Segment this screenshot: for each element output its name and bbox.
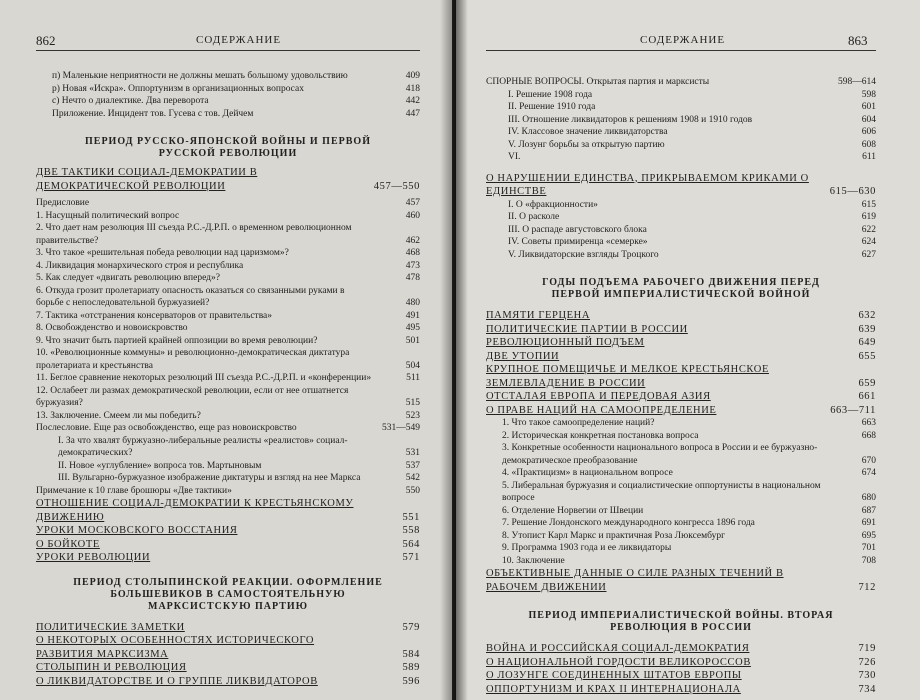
toc-entry-title: 13. Заключение. Смеем ли мы победить? — [36, 410, 201, 421]
toc-entry-title: ПАМЯТИ ГЕРЦЕНА — [486, 310, 591, 321]
left-sub-entries — [36, 435, 420, 485]
right-running-head: СОДЕРЖАНИЕ — [640, 34, 726, 46]
toc-entry — [36, 322, 420, 335]
toc-entry — [486, 467, 876, 480]
toc-entry-page: 611 — [862, 152, 876, 162]
toc-entry-title: 2. Историческая конкретная постановка вопроса — [502, 430, 699, 441]
toc-entry — [36, 83, 420, 96]
toc-entry-title: ПОЛИТИЧЕСКИЕ ПАРТИИ В РОССИИ — [486, 323, 688, 335]
toc-entry-page: 418 — [405, 83, 420, 94]
toc-entry-page: 674 — [861, 468, 876, 478]
toc-entry — [36, 272, 420, 285]
right-toc — [486, 76, 876, 696]
toc-entry — [486, 309, 876, 323]
toc-entry-title: О ЛИКВИДАТОРСТВЕ И О ГРУППЕ ЛИКВИДАТОРОВ — [36, 675, 318, 687]
toc-entry-title: 5. Как следует «двигать революцию вперед»? — [36, 273, 220, 283]
toc-entry-page: 734 — [858, 683, 876, 695]
toc-entry — [486, 101, 876, 114]
toc-entry-page: 558 — [402, 525, 420, 536]
toc-entry-page: 663 — [861, 418, 876, 428]
toc-entry-page: 663—711 — [830, 404, 876, 416]
toc-entry-page: 670 — [861, 455, 876, 466]
toc-entry-page: 632 — [858, 310, 876, 321]
toc-entry — [486, 151, 876, 164]
toc-entry — [36, 524, 420, 538]
toc-entry — [36, 70, 420, 83]
toc-entry-title: III. Вульгарно-буржуазное изображение диктатуры и взгляд на нее Маркса — [58, 473, 361, 483]
toc-entry-page: 537 — [405, 460, 420, 471]
toc-entry — [36, 661, 420, 675]
toc-entry-page: 622 — [861, 224, 876, 235]
toc-entry-title: п) Маленькие неприятности не должны мешать большому удовольствию — [52, 71, 348, 81]
toc-entry-title: ДВЕ УТОПИИ — [486, 350, 560, 362]
toc-entry-page: 468 — [405, 248, 420, 258]
toc-entry-page: 624 — [861, 237, 876, 247]
toc-entry — [36, 472, 420, 485]
left-main-entry-1: ДВЕ ТАКТИКИ СОЦИАЛ-ДЕМОКРАТИИ В ДЕМОКРАТИЧЕСКОЙ РЕВОЛЮЦИИ 457—550 — [36, 167, 420, 192]
toc-entry-title: I. Решение 1908 года — [508, 89, 593, 100]
toc-entry — [486, 249, 876, 262]
toc-entry-page: 608 — [861, 139, 876, 150]
toc-entry — [36, 422, 420, 435]
toc-entry-page: 504 — [405, 360, 420, 371]
right-entries-3 — [486, 309, 876, 417]
toc-entry-page: 691 — [861, 518, 876, 528]
toc-entry-page: 409 — [405, 71, 420, 81]
toc-entry-page: 460 — [405, 210, 420, 221]
toc-entry-page: 584 — [402, 648, 420, 660]
toc-entry — [36, 247, 420, 260]
toc-entry — [486, 363, 876, 390]
toc-entry-page: 589 — [402, 662, 420, 673]
toc-entry-page: 668 — [861, 430, 876, 441]
toc-entry-page: 615 — [861, 199, 876, 210]
toc-entry-page: 447 — [405, 108, 420, 119]
right-page-number: 863 — [848, 33, 868, 48]
toc-entry — [36, 621, 420, 635]
toc-entry — [36, 222, 420, 247]
toc-entry — [486, 126, 876, 139]
toc-entry-page: 619 — [861, 212, 876, 222]
toc-entry — [486, 430, 876, 443]
toc-entry-page: 491 — [405, 310, 420, 321]
toc-entry-page: 457 — [405, 198, 420, 208]
right-main-entry-2: О НАРУШЕНИИ ЕДИНСТВА, ПРИКРЫВАЕМОМ КРИКАМИ О ЕДИНСТВЕ 615—630 — [486, 172, 876, 197]
toc-entry-page: 579 — [402, 621, 420, 633]
toc-entry — [486, 89, 876, 102]
toc-entry — [486, 211, 876, 224]
toc-entry-title: III. Отношение ликвидаторов к решениям 1908 и 1910 годов — [508, 114, 753, 125]
toc-entry — [486, 417, 876, 430]
toc-entry — [486, 555, 876, 568]
toc-entry-page: 661 — [858, 391, 876, 402]
right-entries-5 — [486, 642, 876, 696]
toc-entry-title: I. За что хвалят буржуазно-либеральные реалисты «реалистов» социал-демократических? — [58, 435, 348, 458]
toc-entry-title: 9. Программа 1903 года и ее ликвидаторы — [502, 543, 672, 553]
toc-entry-title: V. Ликвидаторские взгляды Троцкого — [508, 249, 659, 260]
toc-entry-title: II. Новое «углубление» вопроса тов. Мартыновым — [58, 460, 262, 471]
toc-entry-page: 473 — [405, 260, 420, 271]
toc-entry-title: 7. Тактика «отстранения консерваторов от правительства» — [36, 310, 273, 321]
toc-entry-title: О ПРАВЕ НАЦИЙ НА САМООПРЕДЕЛЕНИЕ — [486, 404, 717, 416]
right-page — [456, 0, 920, 700]
toc-entry — [486, 199, 876, 212]
toc-entry-page: 687 — [861, 505, 876, 516]
toc-entry-title: IV. Советы примиренца «семерке» — [508, 237, 648, 247]
toc-entry — [36, 551, 420, 565]
toc-entry-title: VI. — [508, 152, 521, 162]
toc-entry — [36, 435, 420, 460]
toc-entry-title: 7. Решение Лондонского международного конгресса 1896 года — [502, 518, 755, 528]
toc-entry-page: 515 — [405, 398, 420, 408]
toc-entry — [36, 410, 420, 423]
toc-entry-title: О НЕКОТОРЫХ ОСОБЕННОСТЯХ ИСТОРИЧЕСКОГО РАЗВИТИЯ МАРКСИЗМА — [36, 635, 315, 660]
toc-entry — [36, 497, 420, 524]
toc-entry-page: 639 — [858, 323, 876, 335]
toc-entry-title: 4. «Практицизм» в национальном вопросе — [502, 468, 673, 478]
toc-entry — [36, 210, 420, 223]
toc-entry-page: 480 — [405, 298, 420, 308]
toc-entry-title: О НАЦИОНАЛЬНОЙ ГОРДОСТИ ВЕЛИКОРОССОВ — [486, 656, 751, 668]
toc-entry-page: 598 — [861, 89, 876, 100]
toc-entry-title: 5. Либеральная буржуазия и социалистические оппортунисты в национальном вопросе — [502, 480, 821, 503]
left-page-number: 862 — [36, 33, 56, 48]
toc-entry-page: 501 — [405, 335, 420, 346]
toc-entry-page: 462 — [405, 235, 420, 246]
toc-entry — [36, 260, 420, 273]
toc-entry-page: 478 — [405, 273, 420, 283]
toc-entry-title: I. О «фракционности» — [508, 199, 598, 210]
toc-entry-page: 596 — [402, 675, 420, 687]
toc-entry — [486, 656, 876, 670]
toc-entry-title: 8. Освобожденство и новоискровство — [36, 323, 188, 333]
toc-entry-title: IV. Классовое значение ликвидаторства — [508, 127, 668, 137]
left-header-rule — [36, 50, 420, 51]
right-main-entry-1: СПОРНЫЕ ВОПРОСЫ. Открытая партия и марксисты 598—614 — [486, 77, 876, 87]
toc-entry — [486, 517, 876, 530]
toc-entry-title: 2. Что дает нам резолюция III съезда Р.С.-Д.Р.П. о временном революционном правительстве? — [36, 223, 352, 246]
toc-entry-page: 531—549 — [382, 423, 420, 433]
toc-entry — [36, 197, 420, 210]
toc-entry-page: 550 — [405, 485, 420, 496]
toc-entry-title: КРУПНОЕ ПОМЕЩИЧЬЕ И МЕЛКОЕ КРЕСТЬЯНСКОЕ ЗЕМЛЕВЛАДЕНИЕ В РОССИИ — [486, 364, 769, 389]
toc-entry-page: 649 — [858, 337, 876, 348]
toc-entry-title: 1. Что такое самоопределение наций? — [502, 418, 655, 428]
left-page — [0, 0, 452, 700]
right-section-heading-2: ПЕРИОД ИМПЕРИАЛИСТИЧЕСКОЙ ВОЙНЫ. ВТОРАЯ РЕВОЛЮЦИЯ В РОССИИ — [528, 610, 834, 633]
toc-entry — [486, 642, 876, 656]
toc-entry-title: 10. «Революционные коммуны» и революционно-демократическая диктатура пролетариата и крестьянства — [36, 348, 350, 371]
toc-entry-title: II. О расколе — [508, 212, 560, 222]
left-bottom-entries — [36, 621, 420, 689]
toc-entry-page: 655 — [858, 350, 876, 362]
toc-entry-title: Послесловие. Еще раз освобожденство, еще раз новоискровство — [36, 423, 297, 433]
toc-entry — [36, 108, 420, 121]
toc-entry-title: ВОЙНА И РОССИЙСКАЯ СОЦИАЛ-ДЕМОКРАТИЯ — [486, 643, 750, 654]
toc-entry — [486, 505, 876, 518]
toc-entry-title: ОППОРТУНИЗМ И КРАХ II ИНТЕРНАЦИОНАЛА — [486, 683, 741, 695]
toc-entry — [486, 390, 876, 404]
toc-entry-title: III. О распаде августовского блока — [508, 224, 647, 235]
toc-entry — [486, 139, 876, 152]
toc-entry-title: 6. Откуда грозит пролетариату опасность оказаться со связанными руками в борьбе с непоследовательной буржуазией? — [36, 285, 345, 308]
toc-entry-page: 708 — [861, 555, 876, 566]
toc-entry-title: Приложение. Инцидент тов. Гусева с тов. Дейчем — [52, 108, 254, 119]
toc-entry-title: 1. Насущный политический вопрос — [36, 210, 180, 221]
toc-entry — [486, 236, 876, 249]
toc-entry — [36, 538, 420, 552]
right-section-heading-1: ГОДЫ ПОДЪЕМА РАБОЧЕГО ДВИЖЕНИЯ ПЕРЕД ПЕРВОЙ ИМПЕРИАЛИСТИЧЕСКОЙ ВОЙНОЙ — [542, 277, 820, 300]
toc-entry — [486, 224, 876, 237]
toc-entry — [36, 385, 420, 410]
right-entries-1 — [486, 89, 876, 164]
left-top-entries — [36, 70, 420, 120]
toc-entry — [486, 530, 876, 543]
toc-entry-title: Предисловие — [36, 198, 90, 208]
toc-entry — [36, 634, 420, 661]
toc-entry-page: 719 — [858, 643, 876, 654]
toc-entry-page: 564 — [402, 538, 420, 550]
toc-entry — [486, 542, 876, 555]
toc-entry-page: 531 — [405, 448, 420, 458]
toc-entry — [486, 323, 876, 337]
toc-entry-page: 680 — [861, 493, 876, 503]
toc-entry-title: СТОЛЫПИН И РЕВОЛЮЦИЯ — [36, 662, 187, 673]
toc-entry — [486, 114, 876, 127]
right-entries-4 — [486, 417, 876, 567]
toc-entry-page: 551 — [402, 511, 420, 523]
toc-entry — [486, 442, 876, 467]
toc-entry-title: р) Новая «Искра». Оппортунизм в организационных вопросах — [52, 83, 304, 94]
toc-entry-title: V. Лозунг борьбы за открытую партию — [508, 139, 665, 150]
toc-entry-title: 9. Что значит быть партией крайней оппозиции во время революции? — [36, 335, 318, 346]
toc-entry-page: 659 — [858, 377, 876, 389]
left-running-head: СОДЕРЖАНИЕ — [196, 34, 282, 46]
toc-entry — [486, 336, 876, 350]
toc-entry-title: II. Решение 1910 года — [508, 102, 596, 112]
right-entries-2 — [486, 199, 876, 262]
toc-entry-page: 695 — [861, 530, 876, 541]
toc-entry-title: УРОКИ РЕВОЛЮЦИИ — [36, 552, 151, 563]
toc-entry-title: с) Нечто о диалектике. Два переворота — [52, 96, 209, 106]
toc-entry-page: 726 — [858, 656, 876, 668]
toc-entry-title: ОТНОШЕНИЕ СОЦИАЛ-ДЕМОКРАТИИ К КРЕСТЬЯНСКОМУ ДВИЖЕНИЮ — [36, 498, 354, 523]
toc-entry-title: 10. Заключение — [502, 555, 565, 566]
toc-entry-page: 571 — [402, 552, 420, 563]
book-gutter — [440, 0, 468, 700]
toc-entry — [36, 95, 420, 108]
toc-entry-title: ПОЛИТИЧЕСКИЕ ЗАМЕТКИ — [36, 621, 185, 633]
toc-entry-title: 3. Конкретные особенности национального вопроса в России и ее буржуазно-демократическое преобразование — [502, 443, 818, 466]
toc-entry — [36, 675, 420, 689]
toc-entry-title: 3. Что такое «решительная победа революции над царизмом»? — [36, 248, 289, 258]
toc-entry-page: 606 — [861, 127, 876, 137]
toc-entry-title: 11. Беглое сравнение некоторых резолюций III съезда Р.С.-Д.Р.П. и «конференции» — [36, 373, 372, 383]
toc-entry-page: 701 — [861, 543, 876, 553]
toc-entry — [36, 347, 420, 372]
toc-entry-page: 730 — [858, 670, 876, 681]
toc-entry-page: 627 — [861, 249, 876, 260]
toc-entry — [486, 669, 876, 683]
toc-entry-title: О БОЙКОТЕ — [36, 538, 100, 550]
toc-entry-title: О ЛОЗУНГЕ СОЕДИНЕННЫХ ШТАТОВ ЕВРОПЫ — [486, 670, 742, 681]
toc-entry-title: 8. Утопист Карл Маркс и практичная Роза Люксембург — [502, 530, 726, 541]
toc-entry-page: 495 — [405, 323, 420, 333]
toc-entry — [36, 485, 420, 498]
right-main-entry-3: ОБЪЕКТИВНЫЕ ДАННЫЕ О СИЛЕ РАЗНЫХ ТЕЧЕНИЙ В РАБОЧЕМ ДВИЖЕНИИ 712 — [486, 568, 876, 593]
left-section-heading-1: ПЕРИОД РУССКО-ЯПОНСКОЙ ВОЙНЫ И ПЕРВОЙ РУССКОЙ РЕВОЛЮЦИИ — [85, 136, 371, 159]
toc-entry-page: 511 — [406, 373, 420, 383]
left-mid-entries — [36, 197, 420, 435]
toc-entry-title: 12. Ослабеет ли размах демократической революции, если от нее отшатнется буржуазия? — [36, 385, 349, 408]
toc-entry-title: Примечание к 10 главе брошюры «Две тактики» — [36, 485, 232, 496]
toc-entry — [36, 335, 420, 348]
left-after-entries — [36, 485, 420, 565]
toc-entry-page: 442 — [405, 96, 420, 106]
toc-entry-title: ОТСТАЛАЯ ЕВРОПА И ПЕРЕДОВАЯ АЗИЯ — [486, 391, 711, 402]
toc-entry — [486, 350, 876, 364]
toc-entry-page: 601 — [861, 102, 876, 112]
right-header-rule — [486, 50, 876, 51]
toc-entry — [486, 683, 876, 697]
toc-entry — [36, 310, 420, 323]
toc-entry-title: 6. Отделение Норвегии от Швеции — [502, 505, 644, 516]
toc-entry-title: УРОКИ МОСКОВСКОГО ВОССТАНИЯ — [36, 525, 238, 536]
toc-entry — [36, 285, 420, 310]
toc-entry-page: 604 — [861, 114, 876, 125]
toc-entry — [486, 404, 876, 418]
toc-entry — [36, 372, 420, 385]
toc-entry-title: РЕВОЛЮЦИОННЫЙ ПОДЪЕМ — [486, 337, 645, 348]
left-toc — [36, 70, 420, 688]
toc-entry-page: 523 — [405, 410, 420, 421]
toc-entry — [486, 480, 876, 505]
toc-entry — [36, 460, 420, 473]
toc-entry-page: 542 — [405, 473, 420, 483]
toc-entry-title: 4. Ликвидация монархического строя и республика — [36, 260, 244, 271]
left-section-heading-2: ПЕРИОД СТОЛЫПИНСКОЙ РЕАКЦИИ. ОФОРМЛЕНИЕ БОЛЬШЕВИКОВ В САМОСТОЯТЕЛЬНУЮ МАРКСИСТСКУЮ ПАРТИЮ — [73, 576, 383, 612]
